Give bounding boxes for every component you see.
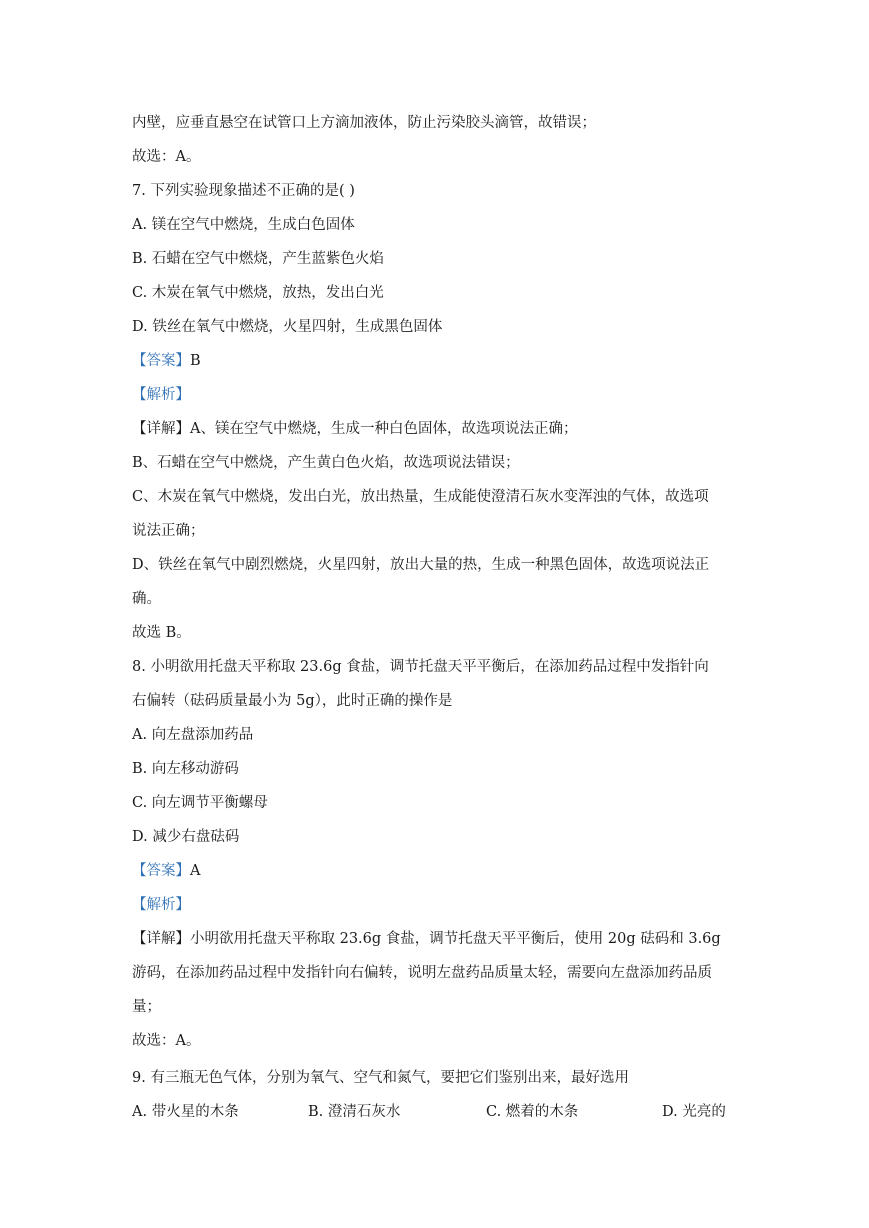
question-9-option-a: A. 带火星的木条 — [132, 1104, 239, 1120]
question-8-detail: 【详解】小明欲用托盘天平称取 23.6g 食盐，调节托盘天平平衡后，使用 20g 砝码和 3.6g — [132, 931, 721, 947]
question-9-option-d: D. 光亮的 — [662, 1104, 726, 1120]
question-7-analysis-heading — [132, 385, 190, 405]
question-8-answer — [132, 861, 200, 881]
answer-value: A — [190, 863, 201, 879]
question-9-option-c: C. 燃着的木条 — [486, 1104, 579, 1120]
text-line: 故选 B。 — [132, 625, 191, 641]
answer-tag: 【答案】 — [132, 863, 190, 879]
question-8-stem-cont: 右偏转（砝码质量最小为 5g），此时正确的操作是 — [132, 693, 453, 709]
text-line: 量； — [132, 999, 161, 1015]
question-7-option-a: A. 镁在空气中燃烧，生成白色固体 — [132, 217, 355, 233]
text-line: 说法正确； — [132, 523, 205, 539]
answer-tag: 【答案】 — [132, 353, 190, 369]
question-8-option-a: A. 向左盘添加药品 — [132, 727, 254, 743]
question-8-stem: 8. 小明欲用托盘天平称取 23.6g 食盐，调节托盘天平平衡后，在添加药品过程中发指针向 — [132, 659, 709, 675]
detail-tag: 【详解】 — [132, 421, 190, 437]
text-line: 确。 — [132, 591, 161, 607]
text-line: B、石蜡在空气中燃烧，产生黄白色火焰，故选项说法错误； — [132, 455, 520, 471]
text-line: 故选：A。 — [132, 1033, 201, 1049]
question-7-option-b: B. 石蜡在空气中燃烧，产生蓝紫色火焰 — [132, 251, 384, 267]
text-line: 故选：A。 — [132, 149, 201, 165]
analysis-tag: 【解析】 — [132, 387, 190, 403]
question-7-answer — [132, 351, 201, 371]
question-7-detail: 【详解】A、镁在空气中燃烧，生成一种白色固体，故选项说法正确； — [132, 421, 578, 437]
text-line: 游码，在添加药品过程中发指针向右偏转，说明左盘药品质量太轻，需要向左盘添加药品质 — [132, 965, 712, 981]
analysis-tag: 【解析】 — [132, 897, 190, 913]
question-7-option-c: C. 木炭在氧气中燃烧，放热，发出白光 — [132, 285, 384, 301]
question-7-stem: 7. 下列实验现象描述不正确的是( ) — [132, 183, 355, 199]
question-8-option-c: C. 向左调节平衡螺母 — [132, 795, 268, 811]
answer-value: B — [190, 353, 201, 369]
question-9-option-b: B. 澄清石灰水 — [308, 1104, 401, 1120]
text-line: 内壁，应垂直悬空在试管口上方滴加液体，防止污染胶头滴管，故错误； — [132, 115, 596, 131]
text-line: C、木炭在氧气中燃烧，发出白光，放出热量，生成能使澄清石灰水变浑浊的气体，故选项 — [132, 489, 709, 505]
text-line: D、铁丝在氧气中剧烈燃烧，火星四射，放出大量的热，生成一种黑色固体，故选项说法正 — [132, 557, 710, 573]
question-8-option-b: B. 向左移动游码 — [132, 761, 239, 777]
detail-tag: 【详解】 — [132, 931, 190, 947]
question-8-analysis-heading — [132, 895, 190, 915]
question-7-option-d: D. 铁丝在氧气中燃烧，火星四射，生成黑色固体 — [132, 319, 443, 335]
question-8-option-d: D. 减少右盘砝码 — [132, 829, 240, 845]
question-9-stem: 9. 有三瓶无色气体，分别为氧气、空气和氮气，要把它们鉴别出来，最好选用 — [132, 1070, 629, 1086]
